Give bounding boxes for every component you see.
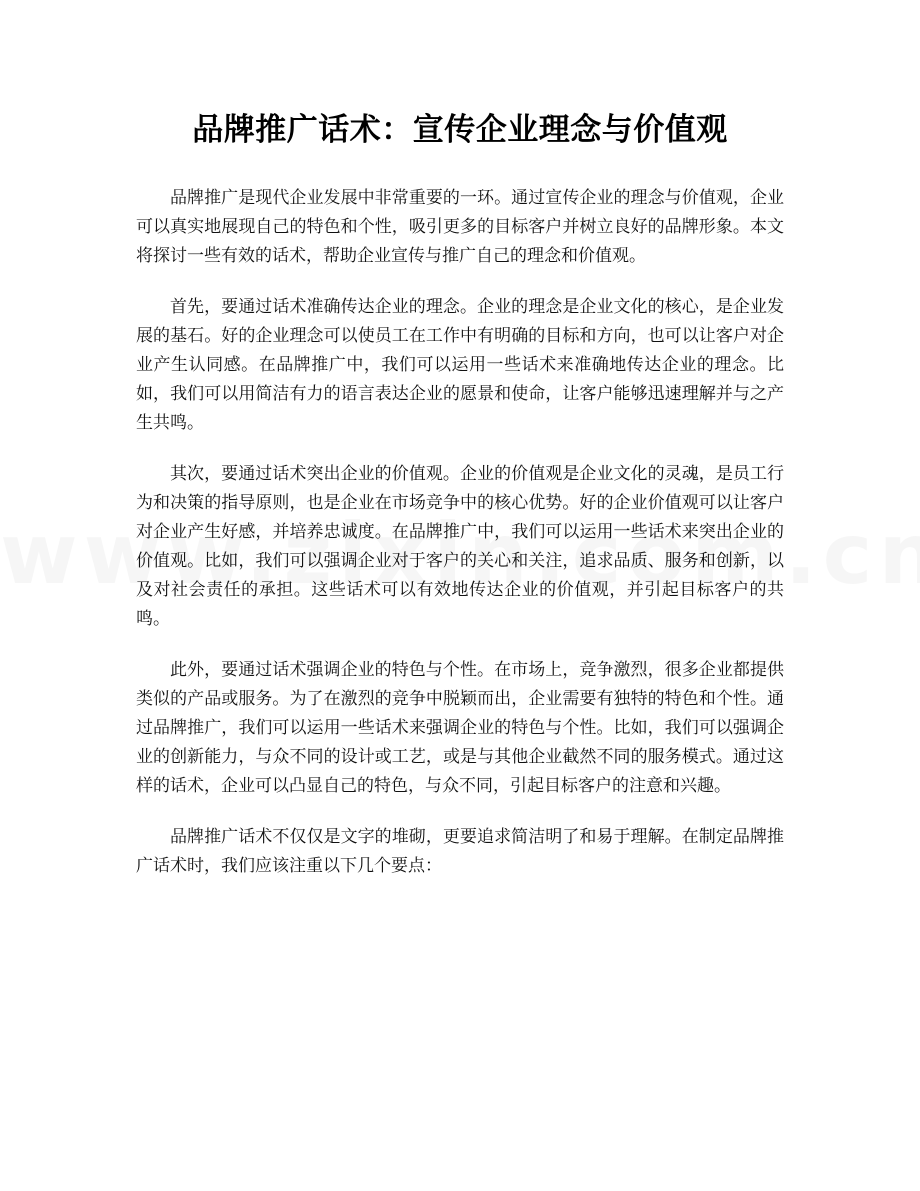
page-title: 品牌推广话术：宣传企业理念与价值观	[192, 112, 728, 148]
document-body	[136, 184, 784, 903]
paragraph-values: 其次，要通过话术突出企业的价值观。企业的价值观是企业文化的灵魂，是员工行为和决策的指导原则，也是企业在市场竞争中的核心优势。好的企业价值观可以让客户对企业产生好感，并培养忠诚度。在品牌推广中，我们可以运用一些话术来突出企业的价值观。比如，我们可以强调企业对于客户的关心和关注，追求品质、服务和创新，以及对社会责任的承担。这些话术可以有效地传达企业的价值观，并引起目标客户的共鸣。	[136, 464, 784, 629]
paragraph-philosophy: 首先，要通过话术准确传达企业的理念。企业的理念是企业文化的核心，是企业发展的基石。好的企业理念可以使员工在工作中有明确的目标和方向，也可以让客户对企业产生认同感。在品牌推广中，我们可以运用一些话术来准确地传达企业的理念。比如，我们可以用简洁有力的语言表达企业的愿景和使命，让客户能够迅速理解并与之产生共鸣。	[136, 297, 784, 433]
paragraph-character: 此外，要通过话术强调企业的特色与个性。在市场上，竞争激烈，很多企业都提供类似的产品或服务。为了在激烈的竞争中脱颖而出，企业需要有独特的特色和个性。通过品牌推广，我们可以运用一些话术来强调企业的特色与个性。比如，我们可以强调企业的创新能力，与众不同的设计或工艺，或是与其他企业截然不同的服务模式。通过这样的话术，企业可以凸显自己的特色，与众不同，引起目标客户的注意和兴趣。	[136, 660, 784, 796]
paragraph-key-points: 品牌推广话术不仅仅是文字的堆砌，更要追求简洁明了和易于理解。在制定品牌推广话术时，我们应该注重以下几个要点：	[136, 827, 784, 876]
paragraph-intro: 品牌推广是现代企业发展中非常重要的一环。通过宣传企业的理念与价值观，企业可以真实地展现自己的特色和个性，吸引更多的目标客户并树立良好的品牌形象。本文将探讨一些有效的话术，帮助企业宣传与推广自己的理念和价值观。	[136, 188, 784, 266]
